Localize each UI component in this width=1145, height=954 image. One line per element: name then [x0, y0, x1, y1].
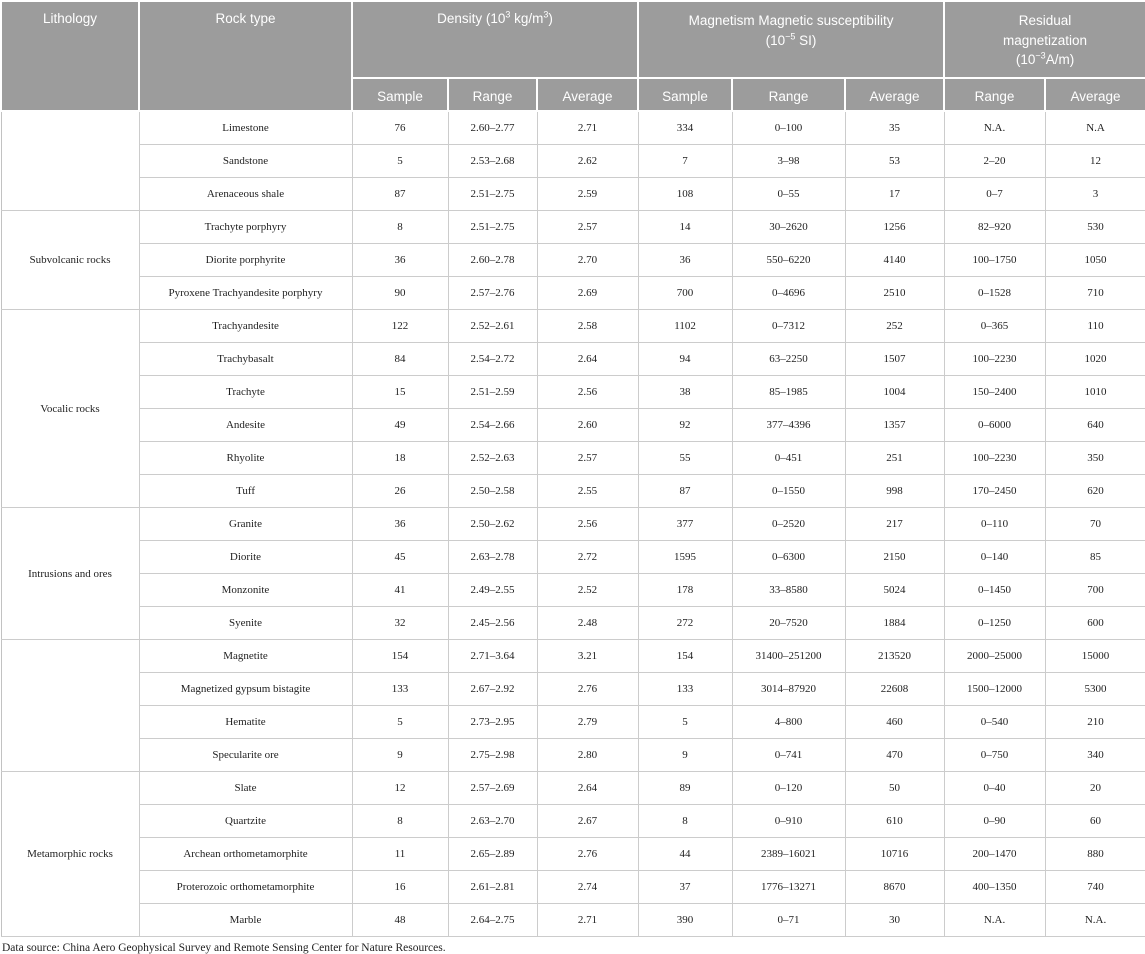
value-cell: 1507 — [845, 343, 944, 376]
value-cell: 3 — [1045, 178, 1145, 211]
value-cell: 3.21 — [537, 640, 638, 673]
value-cell: 5 — [352, 706, 448, 739]
value-cell: 2.51–2.75 — [448, 178, 537, 211]
value-cell: 2.64 — [537, 343, 638, 376]
value-cell: 94 — [638, 343, 732, 376]
value-cell: 85–1985 — [732, 376, 845, 409]
magnetism-header-label: Magnetism Magnetic susceptibility ($10^{-5}$ SI) — [688, 13, 894, 48]
table-row — [1, 706, 1145, 739]
table-row — [1, 640, 1145, 673]
value-cell: 33–8580 — [732, 574, 845, 607]
value-cell: 0–365 — [944, 310, 1045, 343]
rock-type-cell: Slate — [139, 772, 352, 805]
value-cell: 2.64 — [537, 772, 638, 805]
value-cell: 45 — [352, 541, 448, 574]
value-cell: 1595 — [638, 541, 732, 574]
value-cell: 50 — [845, 772, 944, 805]
table-row — [1, 376, 1145, 409]
rock-type-cell: Monzonite — [139, 574, 352, 607]
value-cell: 0–71 — [732, 904, 845, 937]
value-cell: 2.70 — [537, 244, 638, 277]
value-cell: 16 — [352, 871, 448, 904]
value-cell: 133 — [638, 673, 732, 706]
value-cell: 0–110 — [944, 508, 1045, 541]
value-cell: 2.56 — [537, 376, 638, 409]
value-cell: 470 — [845, 739, 944, 772]
value-cell: 84 — [352, 343, 448, 376]
value-cell: 178 — [638, 574, 732, 607]
value-cell: 8 — [638, 805, 732, 838]
value-cell: 2.63–2.78 — [448, 541, 537, 574]
value-cell: 7 — [638, 145, 732, 178]
value-cell: 2.65–2.89 — [448, 838, 537, 871]
value-cell: 2–20 — [944, 145, 1045, 178]
col-header-magnetism — [638, 1, 944, 78]
value-cell: 49 — [352, 409, 448, 442]
value-cell: 82–920 — [944, 211, 1045, 244]
rock-type-cell: Specularite ore — [139, 739, 352, 772]
value-cell: 0–7 — [944, 178, 1045, 211]
rock-type-cell: Archean orthometamorphite — [139, 838, 352, 871]
value-cell: 17 — [845, 178, 944, 211]
value-cell: 2.51–2.75 — [448, 211, 537, 244]
value-cell: 3014–87920 — [732, 673, 845, 706]
value-cell: 108 — [638, 178, 732, 211]
lithology-cell — [1, 640, 139, 772]
value-cell: 2.73–2.95 — [448, 706, 537, 739]
value-cell: 0–540 — [944, 706, 1045, 739]
value-cell: 48 — [352, 904, 448, 937]
value-cell: N.A. — [944, 904, 1045, 937]
value-cell: 100–2230 — [944, 343, 1045, 376]
value-cell: 90 — [352, 277, 448, 310]
value-cell: 210 — [1045, 706, 1145, 739]
rock-type-cell: Diorite porphyrite — [139, 244, 352, 277]
value-cell: 14 — [638, 211, 732, 244]
value-cell: 0–7312 — [732, 310, 845, 343]
lithology-cell: Metamorphic rocks — [1, 772, 139, 937]
value-cell: 15000 — [1045, 640, 1145, 673]
value-cell: 1256 — [845, 211, 944, 244]
rock-type-cell: Andesite — [139, 409, 352, 442]
value-cell: 1020 — [1045, 343, 1145, 376]
value-cell: 340 — [1045, 739, 1145, 772]
value-cell: 63–2250 — [732, 343, 845, 376]
value-cell: 272 — [638, 607, 732, 640]
value-cell: 9 — [352, 739, 448, 772]
value-cell: 2.57 — [537, 442, 638, 475]
value-cell: 0–40 — [944, 772, 1045, 805]
value-cell: 2.71 — [537, 904, 638, 937]
table-row — [1, 244, 1145, 277]
table-row — [1, 145, 1145, 178]
value-cell: 20–7520 — [732, 607, 845, 640]
value-cell: N.A. — [1045, 904, 1145, 937]
value-cell: 2.57–2.76 — [448, 277, 537, 310]
value-cell: 2.57 — [537, 211, 638, 244]
value-cell: 377–4396 — [732, 409, 845, 442]
lithology-cell: Subvolcanic rocks — [1, 211, 139, 310]
value-cell: 133 — [352, 673, 448, 706]
rock-type-cell: Syenite — [139, 607, 352, 640]
value-cell: 11 — [352, 838, 448, 871]
residual-header-label: Residual magnetization $(10^{-3}A/m)$ — [1003, 13, 1088, 68]
lithology-cell — [1, 111, 139, 211]
value-cell: 8670 — [845, 871, 944, 904]
value-cell: 640 — [1045, 409, 1145, 442]
value-cell: 110 — [1045, 310, 1145, 343]
value-cell: 2.56 — [537, 508, 638, 541]
value-cell: 31400–251200 — [732, 640, 845, 673]
value-cell: 217 — [845, 508, 944, 541]
table-row — [1, 541, 1145, 574]
rock-type-cell: Magnetite — [139, 640, 352, 673]
value-cell: 4140 — [845, 244, 944, 277]
rock-type-cell: Sandstone — [139, 145, 352, 178]
value-cell: 30 — [845, 904, 944, 937]
value-cell: 5 — [638, 706, 732, 739]
col-header-density — [352, 1, 638, 78]
value-cell: 55 — [638, 442, 732, 475]
rock-type-cell: Tuff — [139, 475, 352, 508]
subheader-residual-average: Average — [1045, 78, 1145, 111]
rock-type-cell: Trachybasalt — [139, 343, 352, 376]
table-row — [1, 310, 1145, 343]
subheader-magnetism-average: Average — [845, 78, 944, 111]
value-cell: 8 — [352, 211, 448, 244]
value-cell: 154 — [352, 640, 448, 673]
table-row — [1, 805, 1145, 838]
value-cell: 460 — [845, 706, 944, 739]
value-cell: 1500–12000 — [944, 673, 1045, 706]
value-cell: 2.53–2.68 — [448, 145, 537, 178]
value-cell: 610 — [845, 805, 944, 838]
value-cell: 60 — [1045, 805, 1145, 838]
table-row — [1, 211, 1145, 244]
value-cell: 92 — [638, 409, 732, 442]
subheader-density-sample: Sample — [352, 78, 448, 111]
value-cell: 710 — [1045, 277, 1145, 310]
value-cell: 1050 — [1045, 244, 1145, 277]
table-row — [1, 838, 1145, 871]
value-cell: 1357 — [845, 409, 944, 442]
value-cell: 880 — [1045, 838, 1145, 871]
value-cell: 36 — [352, 244, 448, 277]
density-header-label: Density ($10^3$ $kg/m^3$) — [437, 9, 553, 26]
rock-type-cell: Proterozoic orthometamorphite — [139, 871, 352, 904]
value-cell: 150–2400 — [944, 376, 1045, 409]
value-cell: 251 — [845, 442, 944, 475]
value-cell: 1004 — [845, 376, 944, 409]
value-cell: 2.45–2.56 — [448, 607, 537, 640]
value-cell: 2.80 — [537, 739, 638, 772]
value-cell: 2.72 — [537, 541, 638, 574]
value-cell: 0–1250 — [944, 607, 1045, 640]
rock-type-cell: Rhyolite — [139, 442, 352, 475]
table-row — [1, 607, 1145, 640]
value-cell: 2.49–2.55 — [448, 574, 537, 607]
value-cell: 22608 — [845, 673, 944, 706]
value-cell: 2.52–2.63 — [448, 442, 537, 475]
value-cell: 2.76 — [537, 838, 638, 871]
value-cell: 377 — [638, 508, 732, 541]
value-cell: 85 — [1045, 541, 1145, 574]
table-row — [1, 475, 1145, 508]
value-cell: 2.59 — [537, 178, 638, 211]
value-cell: 9 — [638, 739, 732, 772]
value-cell: 2389–16021 — [732, 838, 845, 871]
value-cell: 0–6300 — [732, 541, 845, 574]
value-cell: 530 — [1045, 211, 1145, 244]
value-cell: 2.76 — [537, 673, 638, 706]
table-row — [1, 343, 1145, 376]
value-cell: 400–1350 — [944, 871, 1045, 904]
table-row — [1, 409, 1145, 442]
value-cell: 100–2230 — [944, 442, 1045, 475]
value-cell: 740 — [1045, 871, 1145, 904]
value-cell: 2.61–2.81 — [448, 871, 537, 904]
value-cell: 2.58 — [537, 310, 638, 343]
value-cell: 0–90 — [944, 805, 1045, 838]
value-cell: 2.52 — [537, 574, 638, 607]
value-cell: 2.57–2.69 — [448, 772, 537, 805]
value-cell: 53 — [845, 145, 944, 178]
value-cell: 36 — [352, 508, 448, 541]
value-cell: 87 — [638, 475, 732, 508]
value-cell: 2.71–3.64 — [448, 640, 537, 673]
table-row — [1, 508, 1145, 541]
value-cell: 2.60–2.77 — [448, 111, 537, 145]
rock-type-cell: Quartzite — [139, 805, 352, 838]
value-cell: 200–1470 — [944, 838, 1045, 871]
subheader-magnetism-range: Range — [732, 78, 845, 111]
rock-type-cell: Hematite — [139, 706, 352, 739]
value-cell: 0–2520 — [732, 508, 845, 541]
value-cell: 26 — [352, 475, 448, 508]
value-cell: 0–1450 — [944, 574, 1045, 607]
value-cell: 87 — [352, 178, 448, 211]
value-cell: 2.74 — [537, 871, 638, 904]
value-cell: 2.51–2.59 — [448, 376, 537, 409]
rock-type-cell: Pyroxene Trachyandesite porphyry — [139, 277, 352, 310]
value-cell: 89 — [638, 772, 732, 805]
value-cell: N.A. — [944, 111, 1045, 145]
value-cell: 100–1750 — [944, 244, 1045, 277]
table-header — [1, 1, 1145, 111]
value-cell: 70 — [1045, 508, 1145, 541]
value-cell: 2.62 — [537, 145, 638, 178]
value-cell: 170–2450 — [944, 475, 1045, 508]
value-cell: 0–910 — [732, 805, 845, 838]
value-cell: N.A — [1045, 111, 1145, 145]
value-cell: 600 — [1045, 607, 1145, 640]
subheader-magnetism-sample: Sample — [638, 78, 732, 111]
value-cell: 2.67 — [537, 805, 638, 838]
value-cell: 2.60–2.78 — [448, 244, 537, 277]
value-cell: 2.71 — [537, 111, 638, 145]
value-cell: 1884 — [845, 607, 944, 640]
value-cell: 2.69 — [537, 277, 638, 310]
value-cell: 0–140 — [944, 541, 1045, 574]
subheader-density-average: Average — [537, 78, 638, 111]
value-cell: 10716 — [845, 838, 944, 871]
value-cell: 0–1550 — [732, 475, 845, 508]
value-cell: 0–1528 — [944, 277, 1045, 310]
value-cell: 0–6000 — [944, 409, 1045, 442]
table-row — [1, 442, 1145, 475]
value-cell: 18 — [352, 442, 448, 475]
rock-type-cell: Granite — [139, 508, 352, 541]
value-cell: 30–2620 — [732, 211, 845, 244]
value-cell: 620 — [1045, 475, 1145, 508]
rock-type-cell: Trachyandesite — [139, 310, 352, 343]
value-cell: 2.54–2.72 — [448, 343, 537, 376]
value-cell: 2510 — [845, 277, 944, 310]
value-cell: 2.55 — [537, 475, 638, 508]
value-cell: 2.63–2.70 — [448, 805, 537, 838]
value-cell: 12 — [1045, 145, 1145, 178]
table-row — [1, 178, 1145, 211]
value-cell: 2000–25000 — [944, 640, 1045, 673]
table-row — [1, 277, 1145, 310]
value-cell: 2.50–2.58 — [448, 475, 537, 508]
value-cell: 0–120 — [732, 772, 845, 805]
table-row — [1, 904, 1145, 937]
value-cell: 38 — [638, 376, 732, 409]
value-cell: 1776–13271 — [732, 871, 845, 904]
value-cell: 2.64–2.75 — [448, 904, 537, 937]
value-cell: 5 — [352, 145, 448, 178]
value-cell: 4–800 — [732, 706, 845, 739]
table-row — [1, 871, 1145, 904]
value-cell: 12 — [352, 772, 448, 805]
value-cell: 2.60 — [537, 409, 638, 442]
value-cell: 0–741 — [732, 739, 845, 772]
value-cell: 41 — [352, 574, 448, 607]
value-cell: 998 — [845, 475, 944, 508]
value-cell: 32 — [352, 607, 448, 640]
table-row — [1, 673, 1145, 706]
col-header-residual-magnetization — [944, 1, 1145, 78]
value-cell: 350 — [1045, 442, 1145, 475]
value-cell: 5024 — [845, 574, 944, 607]
value-cell: 37 — [638, 871, 732, 904]
rock-type-cell: Diorite — [139, 541, 352, 574]
value-cell: 550–6220 — [732, 244, 845, 277]
lithology-cell: Vocalic rocks — [1, 310, 139, 508]
rock-type-cell: Arenaceous shale — [139, 178, 352, 211]
value-cell: 2.54–2.66 — [448, 409, 537, 442]
value-cell: 2.48 — [537, 607, 638, 640]
value-cell: 122 — [352, 310, 448, 343]
lithology-cell: Intrusions and ores — [1, 508, 139, 640]
value-cell: 3–98 — [732, 145, 845, 178]
col-header-lithology: Lithology — [1, 1, 139, 111]
value-cell: 334 — [638, 111, 732, 145]
value-cell: 0–451 — [732, 442, 845, 475]
value-cell: 0–100 — [732, 111, 845, 145]
value-cell: 0–750 — [944, 739, 1045, 772]
value-cell: 8 — [352, 805, 448, 838]
value-cell: 15 — [352, 376, 448, 409]
rock-type-cell: Marble — [139, 904, 352, 937]
value-cell: 213520 — [845, 640, 944, 673]
rock-type-cell: Trachyte porphyry — [139, 211, 352, 244]
rock-type-cell: Limestone — [139, 111, 352, 145]
value-cell: 252 — [845, 310, 944, 343]
value-cell: 700 — [1045, 574, 1145, 607]
value-cell: 76 — [352, 111, 448, 145]
value-cell: 2.52–2.61 — [448, 310, 537, 343]
value-cell: 20 — [1045, 772, 1145, 805]
subheader-residual-range: Range — [944, 78, 1045, 111]
value-cell: 1102 — [638, 310, 732, 343]
table-row — [1, 772, 1145, 805]
value-cell: 44 — [638, 838, 732, 871]
value-cell: 0–4696 — [732, 277, 845, 310]
header-group-row — [1, 1, 1145, 78]
table-row — [1, 111, 1145, 145]
rock-type-cell: Trachyte — [139, 376, 352, 409]
value-cell: 35 — [845, 111, 944, 145]
value-cell: 390 — [638, 904, 732, 937]
subheader-density-range: Range — [448, 78, 537, 111]
col-header-rock-type: Rock type — [139, 1, 352, 111]
table-body — [1, 111, 1145, 937]
value-cell: 1010 — [1045, 376, 1145, 409]
value-cell: 36 — [638, 244, 732, 277]
value-cell: 5300 — [1045, 673, 1145, 706]
value-cell: 154 — [638, 640, 732, 673]
table-row — [1, 574, 1145, 607]
table-row — [1, 739, 1145, 772]
value-cell: 2150 — [845, 541, 944, 574]
value-cell: 2.75–2.98 — [448, 739, 537, 772]
value-cell: 0–55 — [732, 178, 845, 211]
value-cell: 700 — [638, 277, 732, 310]
value-cell: 2.79 — [537, 706, 638, 739]
rock-type-cell: Magnetized gypsum bistagite — [139, 673, 352, 706]
value-cell: 2.50–2.62 — [448, 508, 537, 541]
value-cell: 2.67–2.92 — [448, 673, 537, 706]
data-source-note: Data source: China Aero Geophysical Survey and Remote Sensing Center for Nature Resources. — [2, 942, 446, 954]
